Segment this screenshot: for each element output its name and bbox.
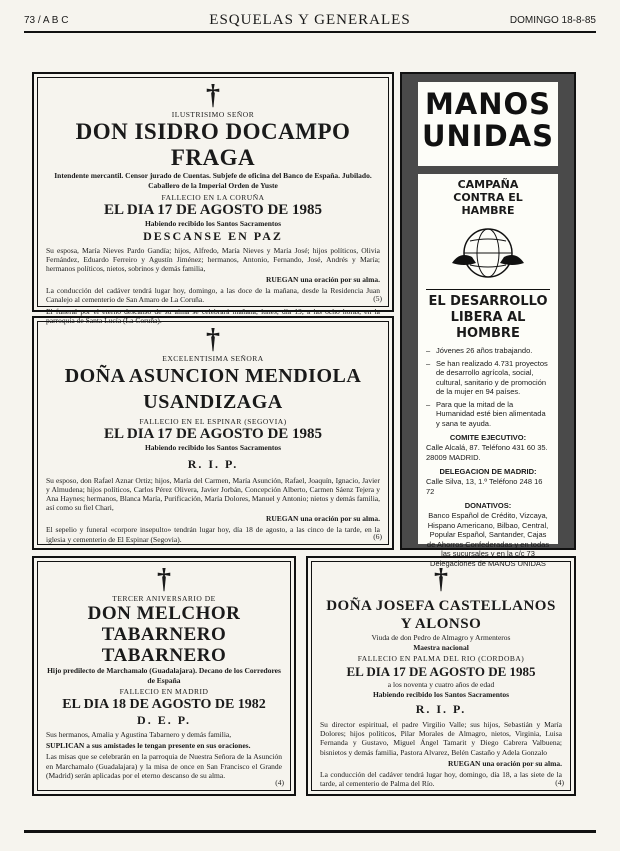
manos-unidas-ad bbox=[400, 72, 576, 568]
cross-icon: † bbox=[206, 80, 220, 111]
ad-bullet: – Para que la mitad de la Humanidad esté bien alimentada y sana te ayuda. bbox=[426, 400, 550, 429]
prayer-request: RUEGAN una oración por su alma. bbox=[265, 514, 380, 524]
death-date: EL DIA 17 DE AGOSTO DE 1985 bbox=[103, 202, 323, 218]
honorific: ILUSTRISIMO SEÑOR bbox=[171, 110, 255, 119]
deceased-titles: Intendente mercantil. Censor jurado de Cuentas. Subjefe de oficina del Banco de España. Jubilado. Caballero de la Imperial Orden de Yuste bbox=[54, 171, 372, 190]
obituary-mendiola bbox=[32, 316, 394, 550]
notice-number: (4) bbox=[275, 778, 284, 787]
death-date: EL DIA 17 DE AGOSTO DE 1985 bbox=[346, 664, 536, 679]
family-text: Su esposo, don Rafael Aznar Ortiz; hijos, María del Carmen, María Asunción, Rafael, Joaquín, Ignacio, Javier y Almudena; hijos políticos, Carlos Pérez Olivera, Javier Jorbán, Concepción Alberto, Carmen Sáenz Tejera y Ana Haynes; hermanos, Blanca María, Purificación, María Dolores, Manuel y Antonio; nietos y demás familia, así como su fiel Chari, bbox=[46, 475, 380, 513]
widow-line: Viuda de don Pedro de Almagro y Armenteros bbox=[371, 633, 511, 642]
family-text: Su director espiritual, el padre Virgilio Valle; sus hijos, Sebastián y María Dolores; hijos políticos, Pilar Morales de Almagro, nietos, Virginia, Luisa Fernanda y Gustavo, Miguel Ángel Tamarit y Diego Cabrera Valbuena; bisnietos y demás familia, Pastora Alvarez, Belén Castaño y Adela Gonzalo bbox=[320, 720, 562, 757]
rip-line: D. E. P. bbox=[137, 713, 191, 727]
page-number: 73 / A B C bbox=[24, 15, 69, 26]
funeral-text: La conducción del cadáver tendrá lugar hoy, domingo, día 18, a las siete de la tarde, al cementerio de Palma del Río. bbox=[320, 769, 562, 789]
ad-brand-line2: UNIDAS bbox=[421, 119, 554, 153]
ad-body-panel bbox=[418, 174, 558, 568]
ad-campaign-line2: CONTRA EL HAMBRE bbox=[453, 191, 523, 217]
death-place: FALLECIO EN PALMA DEL RIO (CORDOBA) bbox=[357, 654, 525, 663]
family-text: Sus hermanos, Amalia y Agustina Tabarnero y demás familia, bbox=[46, 730, 232, 739]
death-date: EL DIA 18 DE AGOSTO DE 1982 bbox=[62, 697, 266, 712]
ad-comite-text: Calle Alcalá, 87. Teléfono 431 60 35. 28009 MADRID. bbox=[426, 443, 548, 462]
deceased-name: DON ISIDRO DOCAMPO FRAGA bbox=[75, 119, 351, 170]
ad-divider bbox=[426, 289, 550, 290]
sacraments-note: Habiendo recibido los Santos Sacramentos bbox=[372, 689, 510, 699]
suplican-text: SUPLICAN a sus amistades le tengan presente en sus oraciones. bbox=[46, 741, 251, 751]
ad-delegacion-title: DELEGACION DE MADRID: bbox=[439, 467, 537, 476]
funeral-text: El sepelio y funeral «corpore insepulto» tendrán lugar hoy, día 18 de agosto, a las cinco de la tarde, en la iglesia y cementerio de El Espinar (Segovia). bbox=[46, 525, 380, 544]
ad-slogan-line1: EL DESARROLLO bbox=[428, 294, 548, 309]
rip-line: R. I. P. bbox=[415, 702, 467, 716]
globe-hands-icon bbox=[446, 223, 530, 283]
ad-donativos-text: Banco Español de Crédito, Vizcaya, Hispano Americano, Bilbao, Central, Popular Español, Santander, Cajas de Ahorros Confederadas y en todas las sucursales y en la c/c 73 Delegaciones de MANOS UNIDAS bbox=[426, 511, 550, 568]
notice-number: (6) bbox=[373, 532, 382, 541]
death-date: EL DIA 17 DE AGOSTO DE 1985 bbox=[103, 426, 323, 442]
ad-brand-panel bbox=[418, 82, 558, 166]
masses-text: Las misas que se celebrarán en la parroquia de Nuestra Señora de la Asunción en Marchamalo (Guadalajara) y la misa de once en San Francisco el Grande (Madrid) serán aplicadas por el eterno descanso de su alma. bbox=[46, 752, 282, 780]
funeral-text: La conducción del cadáver tendrá lugar hoy, domingo, a las doce de la mañana, desde la Residencia Juan Canalejo al cementerio de San Amaro de La Coruña. bbox=[46, 286, 380, 305]
honorific: EXCELENTISIMA SEÑORA bbox=[162, 354, 264, 363]
header-rule bbox=[24, 31, 596, 33]
ad-delegacion-text: Calle Silva, 13, 1.º Teléfono 248 16 72 bbox=[426, 477, 543, 496]
deceased-titles: Hijo predilecto de Marchamalo (Guadalajara). Decano de los Corredores de España bbox=[47, 666, 281, 685]
cross-icon: † bbox=[157, 564, 171, 595]
notice-number: (4) bbox=[555, 778, 564, 787]
ad-bullet: – Jóvenes 26 años trabajando. bbox=[426, 346, 550, 356]
cross-icon: † bbox=[434, 564, 448, 595]
mass-text: El funeral por el eterno descanso de su alma se celebrará mañana, lunes, día 19, a las ocho horas, en la parroquia de Santa Lucía (La Coruña). bbox=[46, 306, 380, 325]
sacraments-note: Habiendo recibido los Santos Sacramentos bbox=[144, 219, 282, 228]
ad-brand-line1: MANOS bbox=[424, 87, 552, 121]
honorific: TERCER ANIVERSARIO DE bbox=[112, 594, 216, 603]
deceased-name: DOÑA ASUNCION MENDIOLA USANDIZAGA bbox=[64, 365, 362, 413]
page-header bbox=[24, 12, 596, 30]
age-line: a los noventa y cuatro años de edad bbox=[387, 680, 495, 689]
rip-line: R. I. P. bbox=[187, 456, 239, 471]
sacraments-note: Habiendo recibido los Santos Sacramentos bbox=[144, 443, 282, 452]
obituary-docampo bbox=[32, 72, 394, 325]
death-place: FALLECIO EN MADRID bbox=[119, 687, 209, 696]
ad-bullet: – Se han realizado 4.731 proyectos de desarrollo agrícola, social, cultural, sanitario y de promoción de la mujer en 94 países. bbox=[426, 359, 550, 397]
ad-bullets bbox=[426, 346, 550, 428]
footer-rule bbox=[24, 830, 596, 833]
ad-comite-title: COMITE EJECUTIVO: bbox=[449, 433, 527, 442]
profession-line: Maestra nacional bbox=[413, 642, 469, 652]
prayer-request: RUEGAN una oración por su alma. bbox=[447, 758, 562, 768]
deceased-name: DON MELCHOR TABARNERO TABARNERO bbox=[87, 603, 241, 666]
section-title: ESQUELAS Y GENERALES bbox=[209, 12, 411, 28]
deceased-name: DOÑA JOSEFA CASTELLANOS Y ALONSO bbox=[326, 598, 556, 632]
ad-campaign-line1: CAMPAÑA bbox=[457, 178, 519, 191]
cross-icon: † bbox=[206, 324, 220, 355]
rip-line: DESCANSE EN PAZ bbox=[143, 228, 283, 243]
obituary-castellanos bbox=[306, 556, 576, 796]
ad-donativos-title: DONATIVOS: bbox=[464, 501, 512, 510]
obituary-tabarnero bbox=[32, 556, 296, 796]
death-place: FALLECIO EN LA CORUÑA bbox=[161, 193, 265, 202]
death-place: FALLECIO EN EL ESPINAR (SEGOVIA) bbox=[139, 417, 287, 426]
prayer-request: RUEGAN una oración por su alma. bbox=[265, 275, 380, 285]
notice-number: (5) bbox=[373, 294, 382, 303]
family-text: Su esposa, María Nieves Pardo Gandía; hijos, Alfredo, María Nieves y María José; hijos políticos, Olivia Fernández, Eduardo Ferreiro y Agustín Jiménez; hermanos, Antonio, Fernando, José, Andrés y María; hermanos políticos, nietos, sobrinos y demás familia, bbox=[46, 245, 380, 273]
ad-slogan-line2: LIBERA AL HOMBRE bbox=[450, 310, 526, 341]
issue-date: DOMINGO 18-8-85 bbox=[509, 15, 596, 26]
